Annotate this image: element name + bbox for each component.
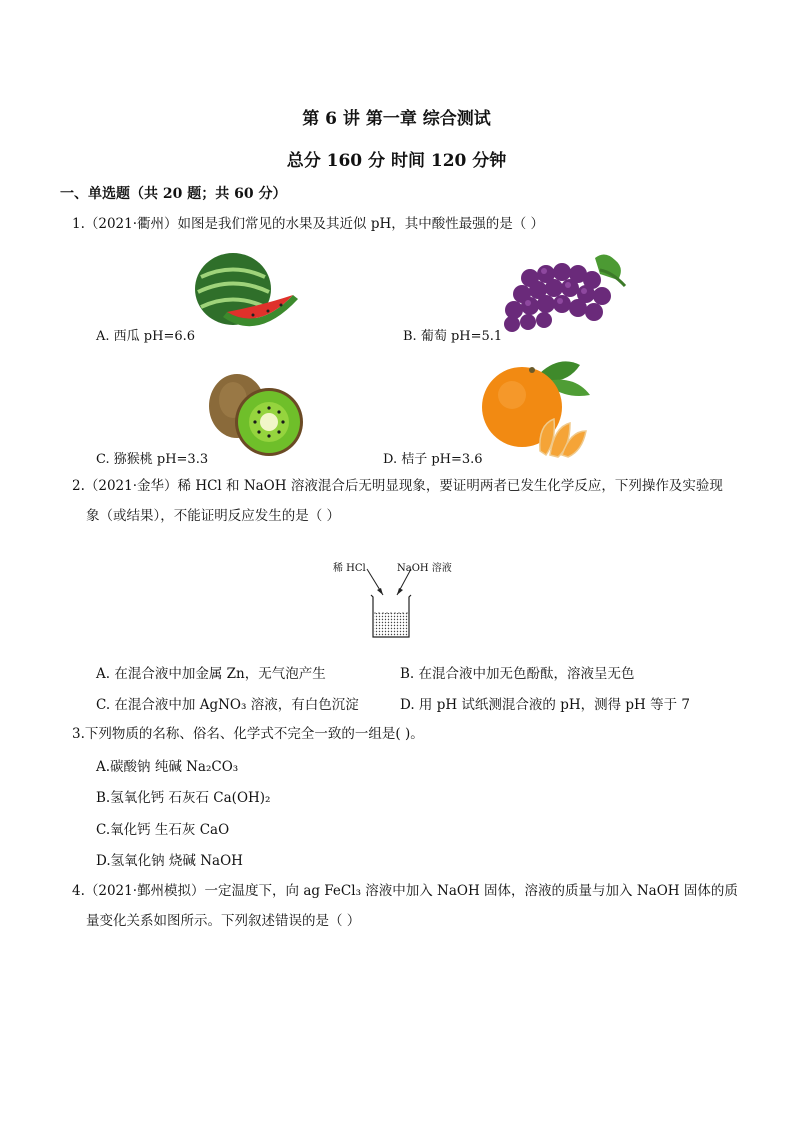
- figure-label-naoh: NaOH 溶液: [397, 563, 452, 574]
- question-1-text: 1.（2021·衢州）如图是我们常见的水果及其近似 pH，其中酸性最强的是（ ）: [72, 216, 545, 232]
- q1-option-b: B. 葡萄 pH=5.1: [403, 329, 503, 344]
- figure-label-hcl: 稀 HCl: [333, 563, 366, 574]
- q2-option-d: D. 用 pH 试纸测混合液的 pH，测得 pH 等于 7: [400, 697, 691, 713]
- grapes-image: [500, 250, 630, 336]
- question-4-line1: 4.（2021·鄞州模拟）一定温度下，向 ag FeCl₃ 溶液中加入 NaOH 固体，溶液的质量与加入 NaOH 固体的质: [72, 883, 738, 899]
- beaker-figure: [333, 555, 463, 645]
- section-heading: 一、单选题（共 20 题；共 60 分）: [60, 186, 287, 202]
- q3-option-d: D.氢氧化钠 烧碱 NaOH: [96, 853, 243, 869]
- question-2-line2: 象（或结果），不能证明反应发生的是（ ）: [86, 508, 341, 524]
- q1-option-c: C. 猕猴桃 pH=3.3: [96, 452, 209, 467]
- q3-option-b: B.氢氧化钙 石灰石 Ca(OH)₂: [96, 790, 271, 806]
- question-2-line1: 2.（2021·金华）稀 HCl 和 NaOH 溶液混合后无明显现象，要证明两者已发生化学反应，下列操作及实验现: [72, 478, 723, 494]
- kiwi-image: [205, 370, 305, 460]
- question-3-text: 3.下列物质的名称、俗名、化学式不完全一致的一组是( )。: [72, 726, 424, 742]
- page-subtitle: 总分 160 分 时间 120 分钟: [286, 151, 507, 171]
- question-4-line2: 量变化关系如图所示。下列叙述错误的是（ ）: [86, 913, 361, 929]
- q3-option-c: C.氧化钙 生石灰 CaO: [96, 822, 230, 838]
- orange-image: [480, 355, 595, 460]
- q2-option-c: C. 在混合液中加 AgNO₃ 溶液，有白色沉淀: [96, 697, 359, 713]
- q2-option-b: B. 在混合液中加无色酚酞，溶液呈无色: [400, 666, 635, 682]
- page-title: 第 6 讲 第一章 综合测试: [302, 109, 491, 129]
- q3-option-a: A.碳酸钠 纯碱 Na₂CO₃: [96, 759, 239, 775]
- watermelon-image: [193, 247, 303, 339]
- q1-option-a: A. 西瓜 pH=6.6: [96, 329, 196, 344]
- q2-option-a: A. 在混合液中加金属 Zn，无气泡产生: [96, 666, 326, 682]
- q1-option-d: D. 桔子 pH=3.6: [383, 452, 483, 467]
